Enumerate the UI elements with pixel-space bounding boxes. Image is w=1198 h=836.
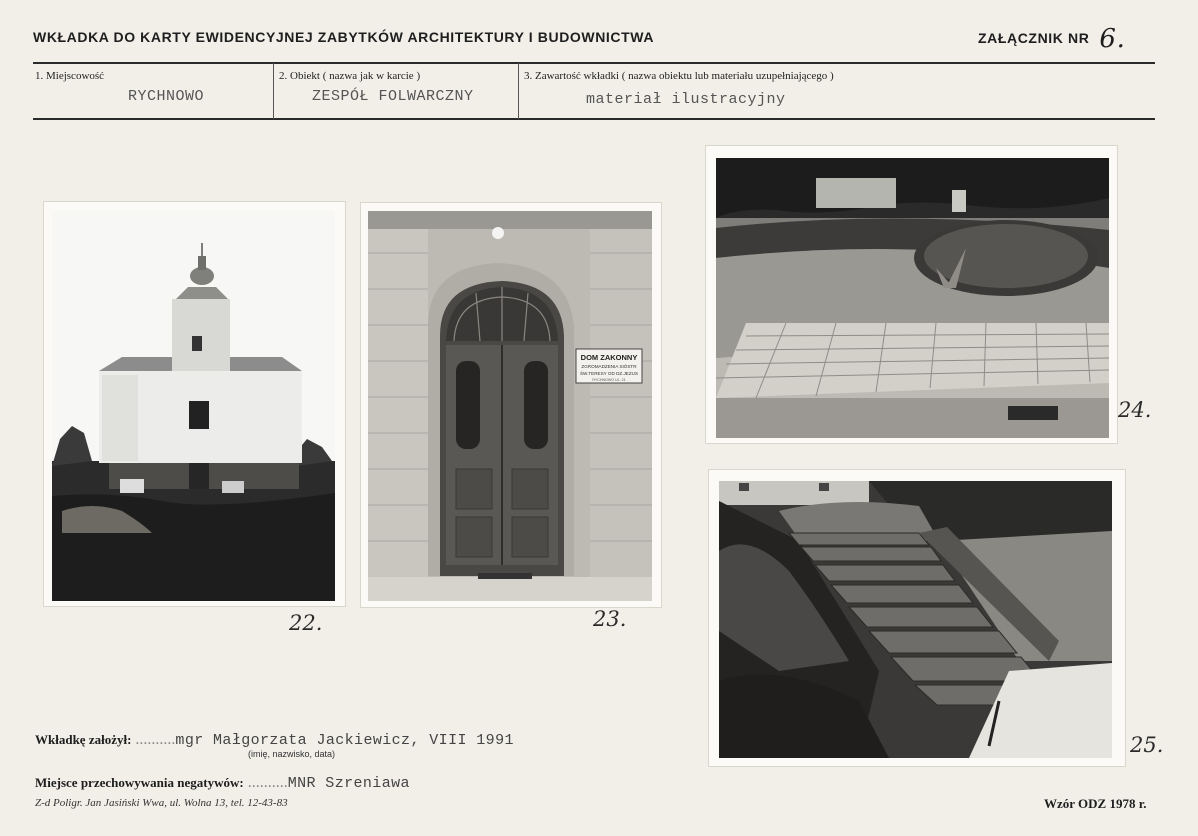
photo-23-entrance-door xyxy=(361,203,661,607)
founder-hint: (imię, nazwisko, data) xyxy=(248,749,336,759)
sign-line-1: DOM ZAKONNY xyxy=(580,353,638,362)
photo-25-image xyxy=(719,481,1112,758)
founder-line xyxy=(35,731,514,749)
form-title: WKŁADKA DO KARTY EWIDENCYJNEJ ZABYTKÓW ARCHITEKTURY I BUDOWNICTWA xyxy=(33,29,655,45)
field-object-label: 2. Obiekt ( nazwa jak w karcie ) xyxy=(279,70,421,82)
storage-line xyxy=(35,774,410,792)
photo-23-number: 23. xyxy=(593,607,627,631)
photo-23-image xyxy=(368,211,652,601)
photo-24-number: 24. xyxy=(1118,398,1152,422)
storage-value: MNR Szreniawa xyxy=(287,775,410,792)
attachment-handwritten-number: 6. xyxy=(1099,24,1126,54)
attachment-label: ZAŁĄCZNIK NR xyxy=(978,30,1090,46)
storage-dots: .......... xyxy=(247,774,288,791)
founder-value: mgr Małgorzata Jackiewicz, VIII 1991 xyxy=(175,732,514,749)
header-bottom-rule xyxy=(33,118,1155,120)
photo-24-image xyxy=(716,158,1109,438)
photo-22-image xyxy=(52,211,335,601)
founder-label: Wkładkę założył: xyxy=(35,732,132,747)
attachment-number xyxy=(978,24,1125,54)
field-content-label: 3. Zawartość wkładki ( nazwa obiektu lub materiału uzupełniającego ) xyxy=(524,70,834,82)
field-locality-label: 1. Miejscowość xyxy=(35,70,105,82)
sign-line-4: RYCHNOWO UL. 21 xyxy=(592,378,626,382)
field-divider xyxy=(518,63,519,119)
photo-22-number: 22. xyxy=(289,611,323,635)
form-template-id: Wzór ODZ 1978 r. xyxy=(1044,796,1147,811)
field-locality-value: RYCHNOWO xyxy=(128,88,205,105)
photo-22-building-with-tower xyxy=(44,202,345,606)
photo-25-stone-stairs xyxy=(709,470,1125,766)
printer-imprint: Z-d Poligr. Jan Jasiński Wwa, ul. Wolna 13, tel. 12-43-83 xyxy=(35,797,288,809)
sign-line-3: ŚW.TERESY OD DZ.JEZUS xyxy=(579,371,639,376)
photo-24-garden-roundabout xyxy=(706,146,1117,443)
storage-label: Miejsce przechowywania negatywów: xyxy=(35,775,244,790)
header-top-rule xyxy=(33,62,1155,64)
founder-dots: .......... xyxy=(135,731,176,748)
field-divider xyxy=(273,63,274,119)
field-content-value: materiał ilustracyjny xyxy=(586,91,786,108)
sign-line-2: ZGROMADZENIA SIÓSTR xyxy=(581,364,637,369)
photo-25-number: 25. xyxy=(1130,733,1164,757)
field-object-value: ZESPÓŁ FOLWARCZNY xyxy=(312,88,474,105)
